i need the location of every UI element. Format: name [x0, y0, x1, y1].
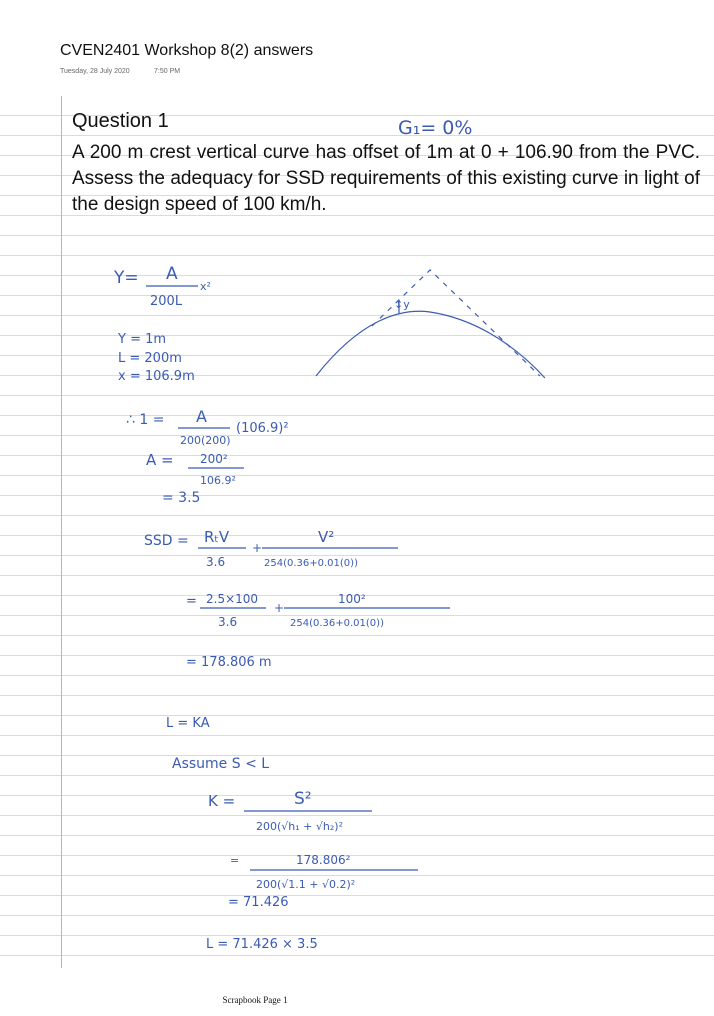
k-result: = 71.426	[228, 895, 289, 910]
ssd-eq-numerator-2: V²	[318, 528, 335, 546]
assumption-note: Assume S < L	[172, 756, 270, 772]
page-date: Tuesday, 28 July 2020	[60, 68, 130, 75]
ssd-eq-plus: +	[252, 541, 263, 555]
step1-tail: (106.9)²	[236, 421, 289, 436]
final-length-equation: L = 71.426 × 3.5	[206, 937, 318, 952]
step2-lhs: A =	[146, 451, 174, 469]
k-eq-numerator: S²	[294, 789, 312, 809]
offset-eq-lhs: Y=	[114, 268, 139, 288]
k-eq-denominator: 200(√h₁ + √h₂)²	[256, 820, 343, 833]
ssd-eq-denominator-1: 3.6	[206, 555, 226, 569]
ssd-result: = 178.806 m	[186, 655, 272, 670]
k-eq-lhs: K =	[208, 792, 236, 810]
page-time: 7:50 PM	[154, 68, 181, 75]
given-x: x = 106.9m	[118, 369, 195, 384]
ssd-sub-denominator-2: 254(0.36+0.01(0))	[290, 618, 384, 629]
given-l: L = 200m	[118, 351, 182, 366]
step3-result: = 3.5	[162, 490, 201, 506]
ssd-sub-numerator-2: 100²	[338, 592, 366, 606]
offset-eq-tail: x²	[200, 280, 211, 293]
curve-offset-label: ↕y	[394, 298, 410, 311]
ssd-sub-plus: +	[274, 601, 285, 615]
step2-numerator: 200²	[200, 452, 228, 466]
ssd-sub-denominator-1: 3.6	[218, 615, 238, 629]
step1-denominator: 200(200)	[180, 434, 231, 447]
length-equation: L = KA	[166, 716, 210, 731]
k-sub-lhs: =	[230, 854, 240, 867]
given-y: Y = 1m	[118, 332, 167, 347]
offset-eq-denominator: 200L	[150, 294, 183, 309]
k-sub-denominator: 200(√1.1 + √0.2)²	[256, 878, 356, 891]
ssd-sub-numerator-1: 2.5×100	[206, 592, 259, 606]
tangent-sketch	[372, 270, 540, 376]
ssd-eq-numerator-1: RₜV	[204, 528, 230, 546]
step1-lhs: ∴ 1 =	[126, 412, 165, 428]
question-heading: Question 1	[72, 110, 169, 132]
question-text: A 200 m crest vertical curve has offset of 1m at 0 + 106.90 from the PVC. Assess the adequacy for SSD requirements of this existing curve in light of the design speed of 100 km/h.	[72, 142, 700, 215]
page-footer: Scrapbook Page 1	[222, 995, 288, 1005]
ssd-eq-denominator-2: 254(0.36+0.01(0))	[264, 558, 358, 569]
k-sub-numerator: 178.806²	[296, 853, 351, 867]
ssd-sub-lhs: =	[186, 594, 197, 609]
crest-curve-sketch	[316, 311, 545, 378]
page-title: CVEN2401 Workshop 8(2) answers	[60, 42, 314, 59]
offset-eq-numerator: A	[166, 264, 178, 284]
step1-numerator: A	[196, 407, 207, 426]
ssd-eq-lhs: SSD =	[144, 533, 189, 549]
grade-note: G₁= 0%	[398, 117, 473, 139]
step2-denominator: 106.9²	[200, 474, 236, 487]
